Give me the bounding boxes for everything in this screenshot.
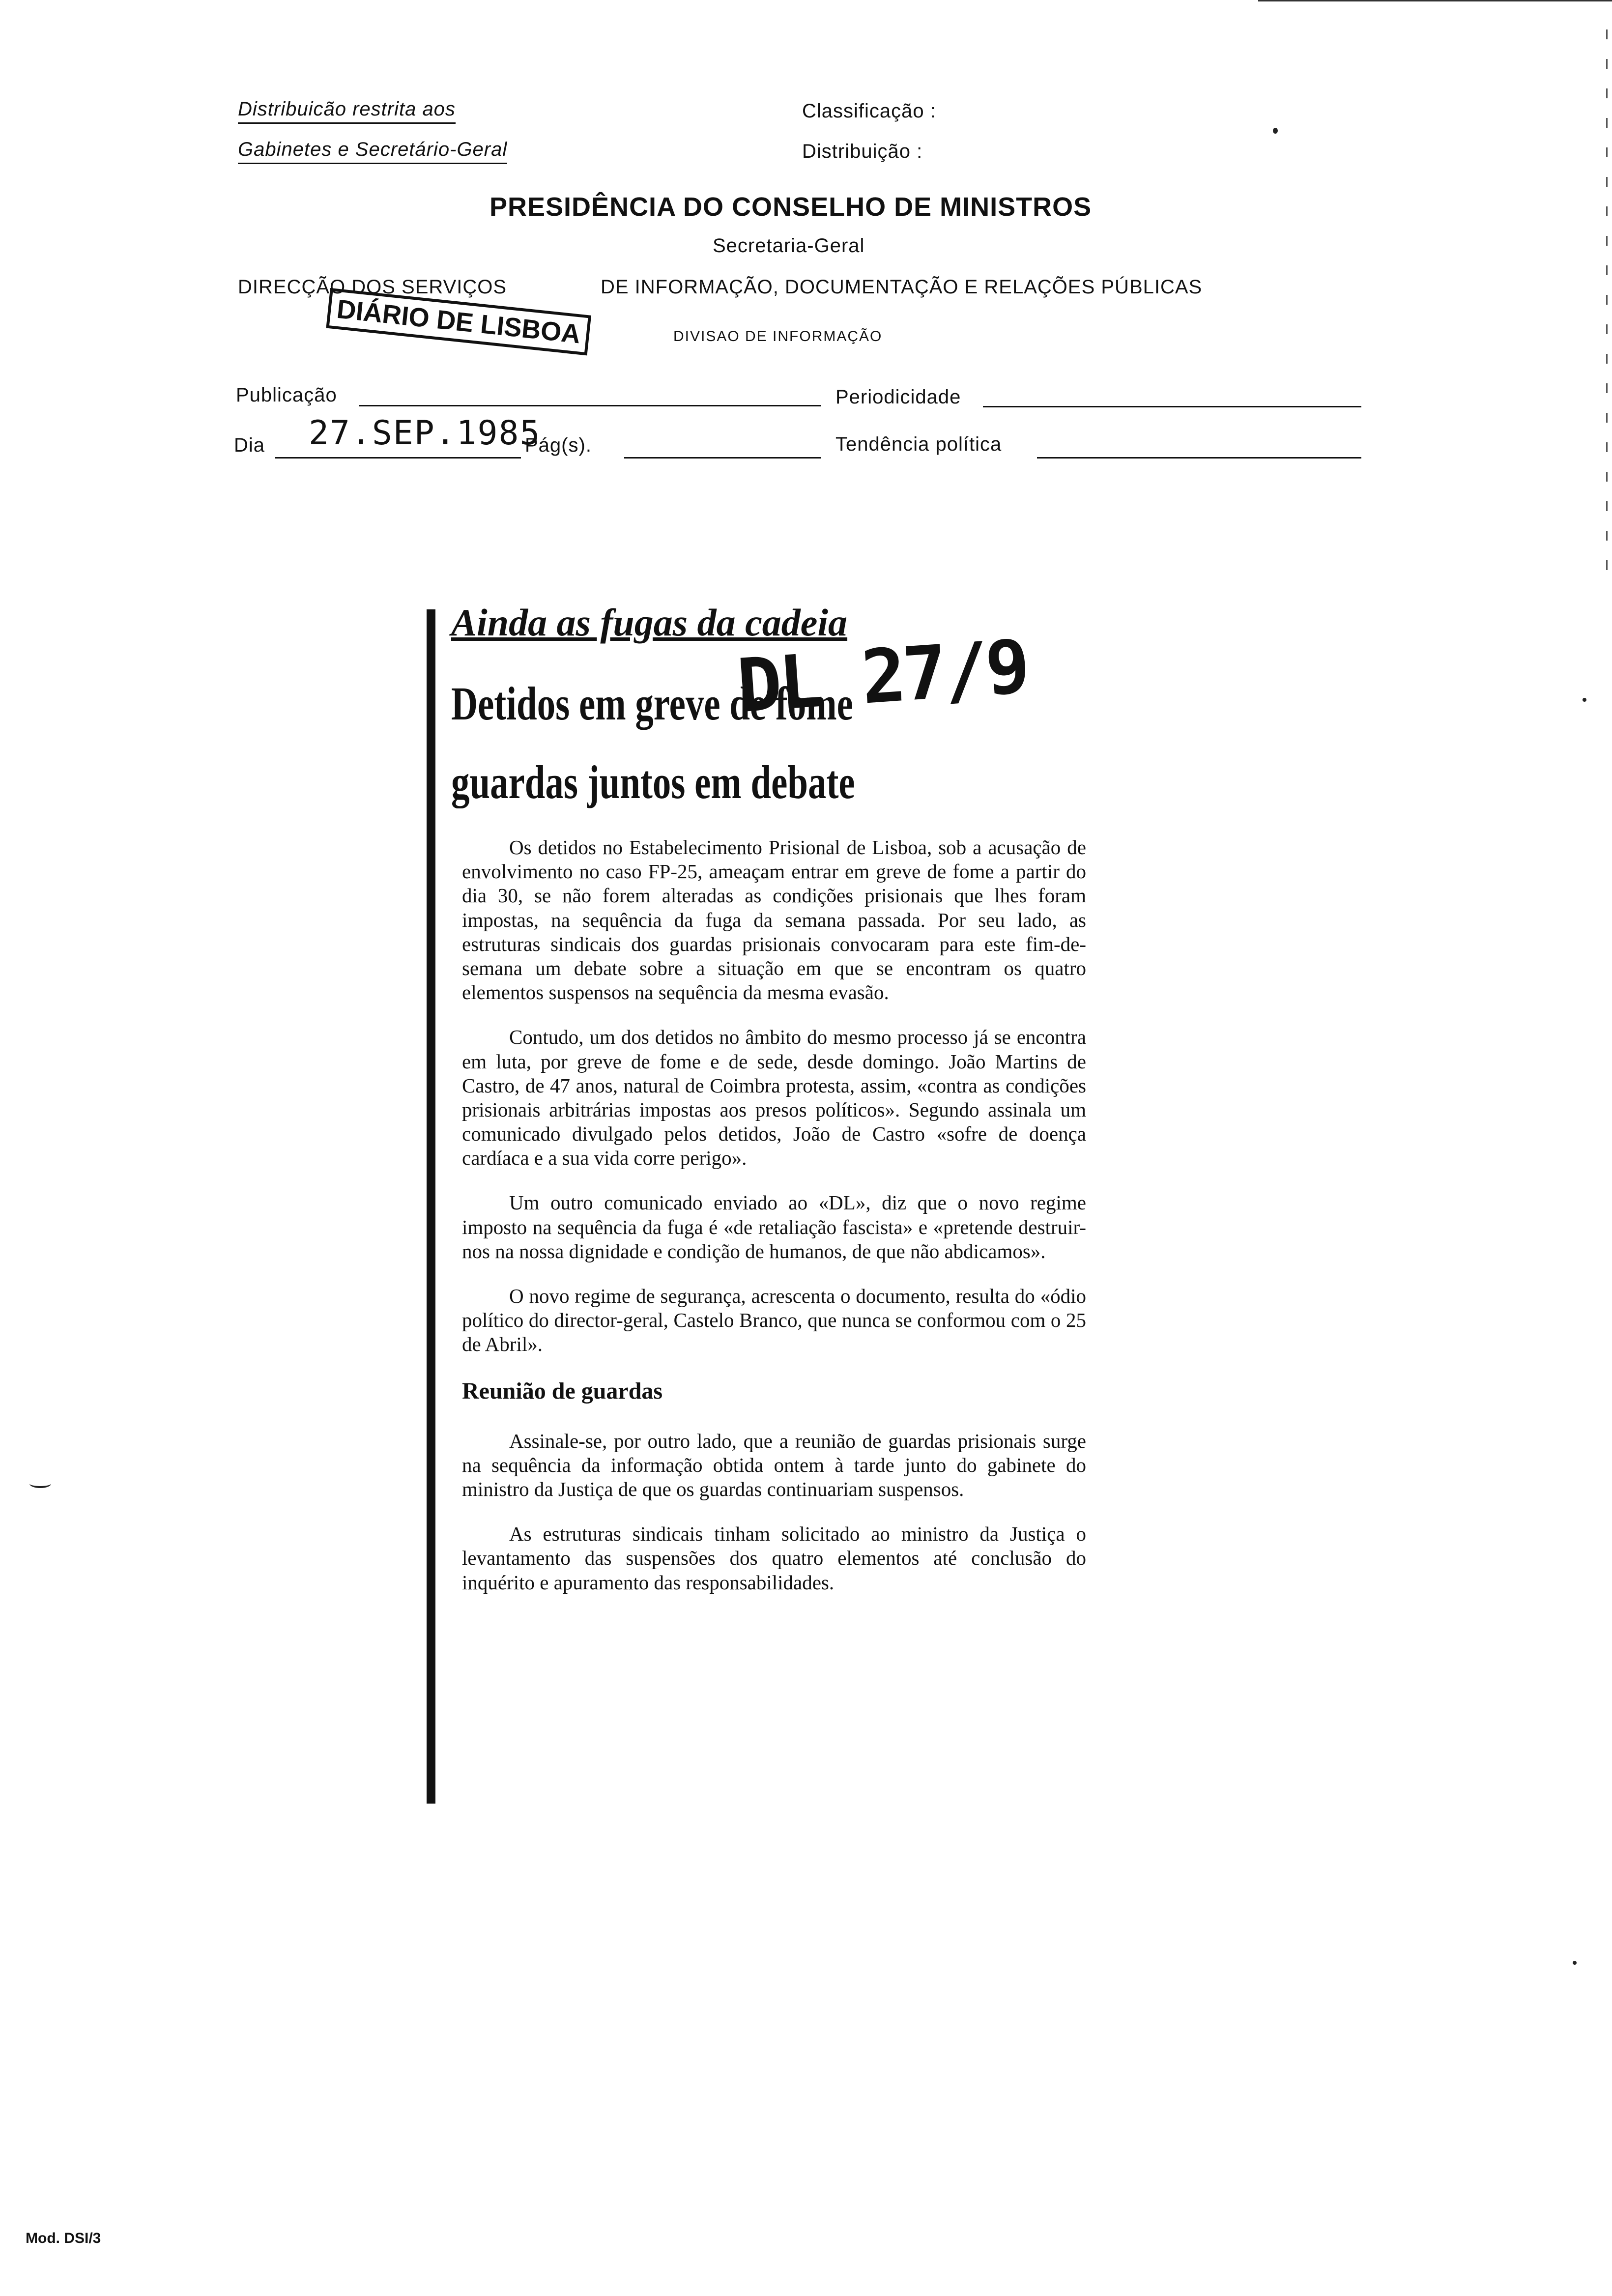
newspaper-stamp: DIÁRIO DE LISBOA: [326, 288, 591, 355]
paragraph-4: O novo regime de segurança, acrescenta o documento, resulta do «ódio político do director-geral, Castelo Branco, que nunca se conformou com o 25 de Abril».: [462, 1285, 1086, 1356]
headline-line2: guardas juntos em debate: [451, 756, 855, 808]
direction-rest: DE INFORMAÇÃO, DOCUMENTAÇÃO E RELAÇÕES PÚBLICAS: [601, 276, 1203, 298]
scan-edge-right: [1606, 29, 1608, 570]
distribution-restriction-line1: Distribuicão restrita aos: [238, 98, 456, 124]
form-code: Mod. DSI/3: [26, 2230, 101, 2246]
handwritten-note: DL 27/9: [734, 624, 1030, 730]
date-value: 27.SEP.1985: [309, 414, 541, 453]
periodicidade-label: Periodicidade: [835, 386, 961, 408]
tendencia-label: Tendência política: [835, 433, 1002, 455]
paragraph-1: Os detidos no Estabelecimento Prisional de Lisboa, sob a acusação de envolvimento no caso FP-25, ameaçam entrar em greve de fome a partir do dia 30, se não forem alteradas as condições prisionais que lhes foram impostas, na sequência da fuga da semana passada. Por seu lado, as estruturas sindicais dos guardas prisionais convocaram para este fim-de-semana um debate sobre a situação em que se encontram os quatro elementos suspensos na sequência da mesma evasão.: [462, 836, 1086, 1004]
org-title: PRESIDÊNCIA DO CONSELHO DE MINISTROS: [489, 192, 1092, 222]
article-subheading: Reunião de guardas: [462, 1378, 663, 1404]
division-label: DIVISAO DE INFORMAÇÃO: [673, 328, 883, 344]
dia-label: Dia: [234, 434, 265, 456]
paragraph-2: Contudo, um dos detidos no âmbito do mesmo processo já se encontra em luta, por greve de fome e de sede, desde domingo. João Martins de Castro, de 47 anos, natural de Coimbra protesta, assim, «contra as condições prisionais arbitrárias impostas aos presos políticos». Segundo assinala um comunicado divulgado pelos detidos, João de Castro «sofre de doença cardíaca e a sua vida corre perigo».: [462, 1026, 1086, 1170]
pags-label: Pág(s).: [525, 434, 592, 456]
publicacao-line: [359, 405, 821, 406]
distribution-restriction-line2: Gabinetes e Secretário-Geral: [238, 139, 507, 164]
tendencia-line: [1037, 457, 1361, 459]
scan-edge-top: [1258, 0, 1612, 1]
distribution-label: Distribuição :: [802, 141, 923, 162]
scan-speck: [1583, 698, 1586, 702]
direction-prefix: DIRECÇÃO DOS SERVIÇOS: [238, 276, 507, 298]
org-subtitle: Secretaria-Geral: [713, 235, 865, 257]
scan-speck: [1273, 128, 1278, 134]
article-body: [462, 835, 1086, 1615]
scan-speck: [1573, 1961, 1577, 1965]
paragraph-3: Um outro comunicado enviado ao «DL», diz que o novo regime imposto na sequência da fuga é «de retaliação fascista» e «pretende destruir-nos na nossa dignidade e condição de humanos, de que não abdicamos».: [462, 1191, 1086, 1263]
headline-line1: Detidos em greve de fome: [451, 677, 853, 730]
dia-line: [275, 457, 521, 459]
periodicidade-line: [983, 406, 1361, 407]
paragraph-6: As estruturas sindicais tinham solicitado ao ministro da Justiça o levantamento das suspensões dos quatro elementos até conclusão do inquérito e apuramento das responsabilidades.: [462, 1522, 1086, 1594]
scan-mark: [29, 1479, 51, 1488]
article-kicker: Ainda as fugas da cadeia: [451, 601, 848, 644]
paragraph-5: Assinale-se, por outro lado, que a reunião de guardas prisionais surge na sequência da informação obtida ontem à tarde junto do gabinete do ministro da Justiça de que os guardas continuariam suspensos.: [462, 1429, 1086, 1500]
publicacao-label: Publicação: [236, 384, 337, 406]
pags-line: [624, 457, 821, 459]
classification-label: Classificação :: [802, 100, 936, 122]
clipping-left-bar: [427, 609, 435, 1804]
